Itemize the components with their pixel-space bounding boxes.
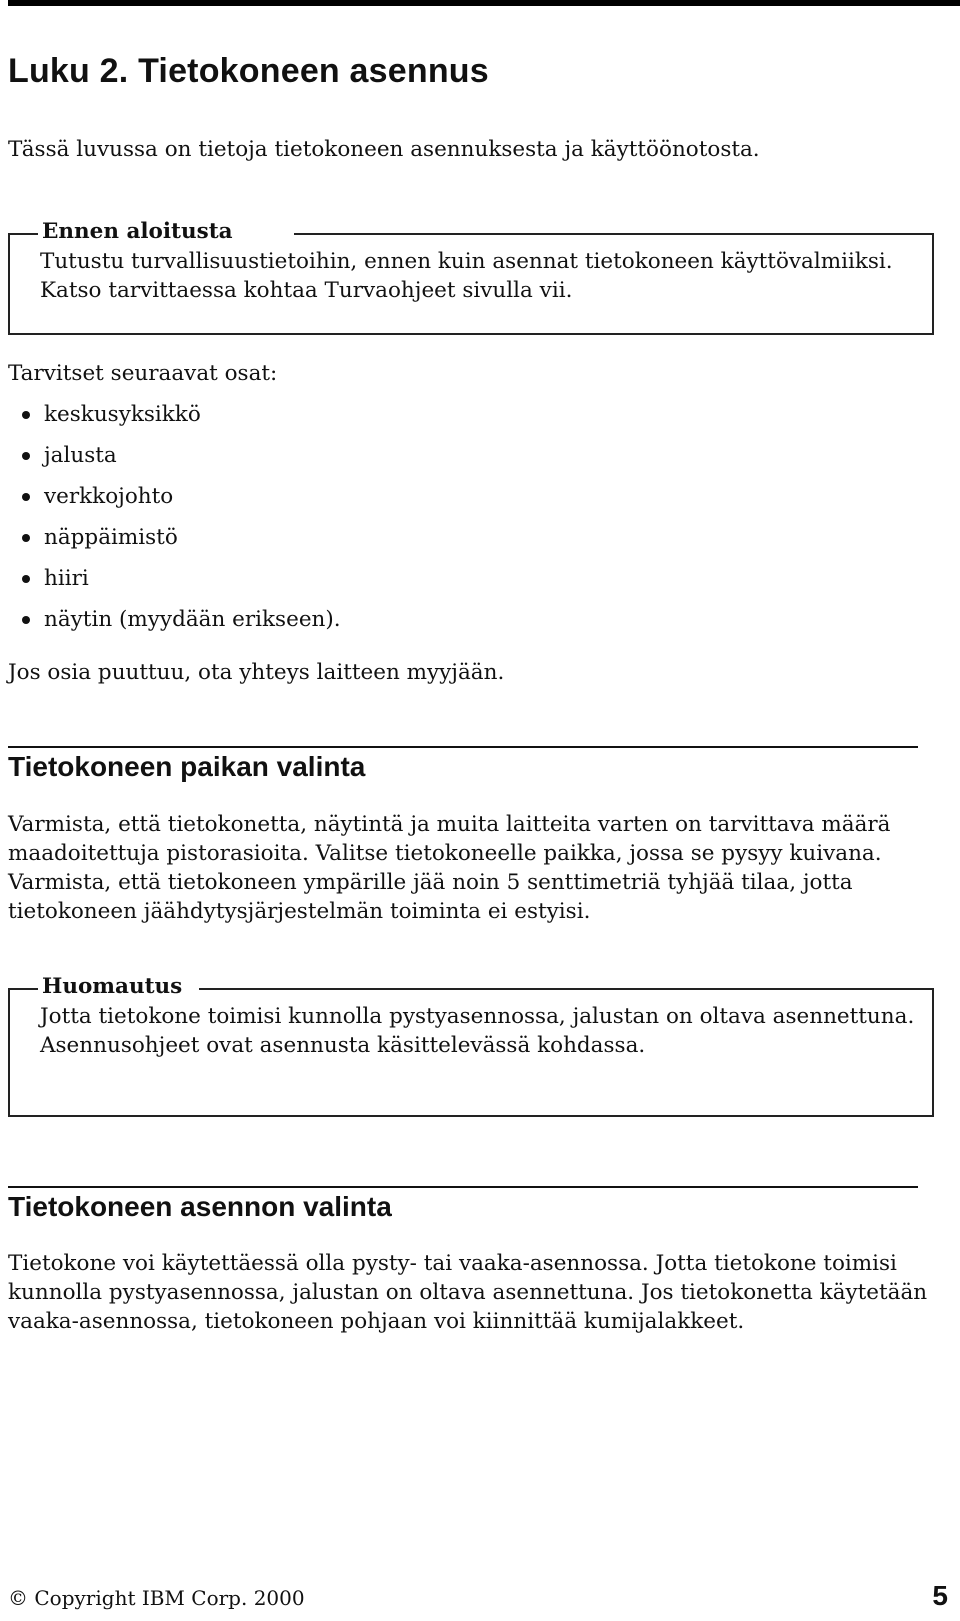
missing-parts-note: Jos osia puuttuu, ota yhteys laitteen myyjään. — [8, 660, 505, 685]
parts-list — [8, 400, 341, 646]
notice-note — [8, 974, 934, 1117]
list-item-text: keskusyksikkö — [44, 402, 201, 427]
bullet-icon — [22, 411, 30, 419]
section-title-position: Tietokoneen asennon valinta — [8, 1191, 392, 1222]
chapter-title: Luku 2. Tietokoneen asennus — [8, 52, 489, 90]
notice-text: Tutustu turvallisuustietoihin, ennen kuin asennat tietokoneen käyttövalmiiksi. Katso tarvittaessa kohtaa Turvaohjeet sivulla vii. — [40, 249, 893, 303]
list-item — [8, 482, 341, 523]
section-divider — [8, 746, 918, 748]
chapter-intro: Tässä luvussa on tietoja tietokoneen asennuksesta ja käyttöönotosta. — [8, 137, 760, 162]
parts-intro: Tarvitset seuraavat osat: — [8, 361, 278, 386]
section-body-location: Varmista, että tietokonetta, näytintä ja muita laitteita varten on tarvittava määrä maadoitettuja pistorasioita. Valitse tietokoneelle paikka, jossa se pysyy kuivana. Varmista, että tietokoneen ympärille jää noin 5 senttimetriä tyhjää tilaa, jotta tietokoneen jäähdytysjärjestelmän toiminta ei estyisi. — [8, 812, 891, 924]
list-item — [8, 523, 341, 564]
list-item — [8, 564, 341, 605]
notice-label: Ennen aloitusta — [42, 217, 239, 246]
list-item-text: näytin (myydään erikseen). — [44, 607, 341, 632]
bullet-icon — [22, 493, 30, 501]
page-number: 5 — [932, 1580, 948, 1611]
list-item — [8, 400, 341, 441]
footer-copyright: © Copyright IBM Corp. 2000 — [8, 1586, 305, 1610]
list-item-text: jalusta — [44, 443, 117, 468]
list-item-text: verkkojohto — [44, 484, 174, 509]
notice-text: Jotta tietokone toimisi kunnolla pystyasennossa, jalustan on oltava asennettuna. Asennusohjeet ovat asennusta käsittelevässä kohdassa. — [40, 1004, 915, 1058]
notice-label: Huomautus — [42, 972, 188, 1001]
section-body-position: Tietokone voi käytettäessä olla pysty- tai vaaka-asennossa. Jotta tietokone toimisi kunnolla pystyasennossa, jalustan on oltava asennettuna. Jos tietokonetta käytetään vaaka-asennossa, tietokoneen pohjaan voi kiinnittää kumijalakkeet. — [8, 1251, 928, 1334]
notice-before-starting — [8, 219, 934, 335]
top-rule — [8, 0, 960, 6]
section-title-location: Tietokoneen paikan valinta — [8, 751, 366, 782]
list-item-text: näppäimistö — [44, 525, 178, 550]
list-item-text: hiiri — [44, 566, 89, 591]
list-item — [8, 605, 341, 646]
bullet-icon — [22, 616, 30, 624]
bullet-icon — [22, 575, 30, 583]
list-item — [8, 441, 341, 482]
section-divider — [8, 1186, 918, 1188]
bullet-icon — [22, 452, 30, 460]
bullet-icon — [22, 534, 30, 542]
